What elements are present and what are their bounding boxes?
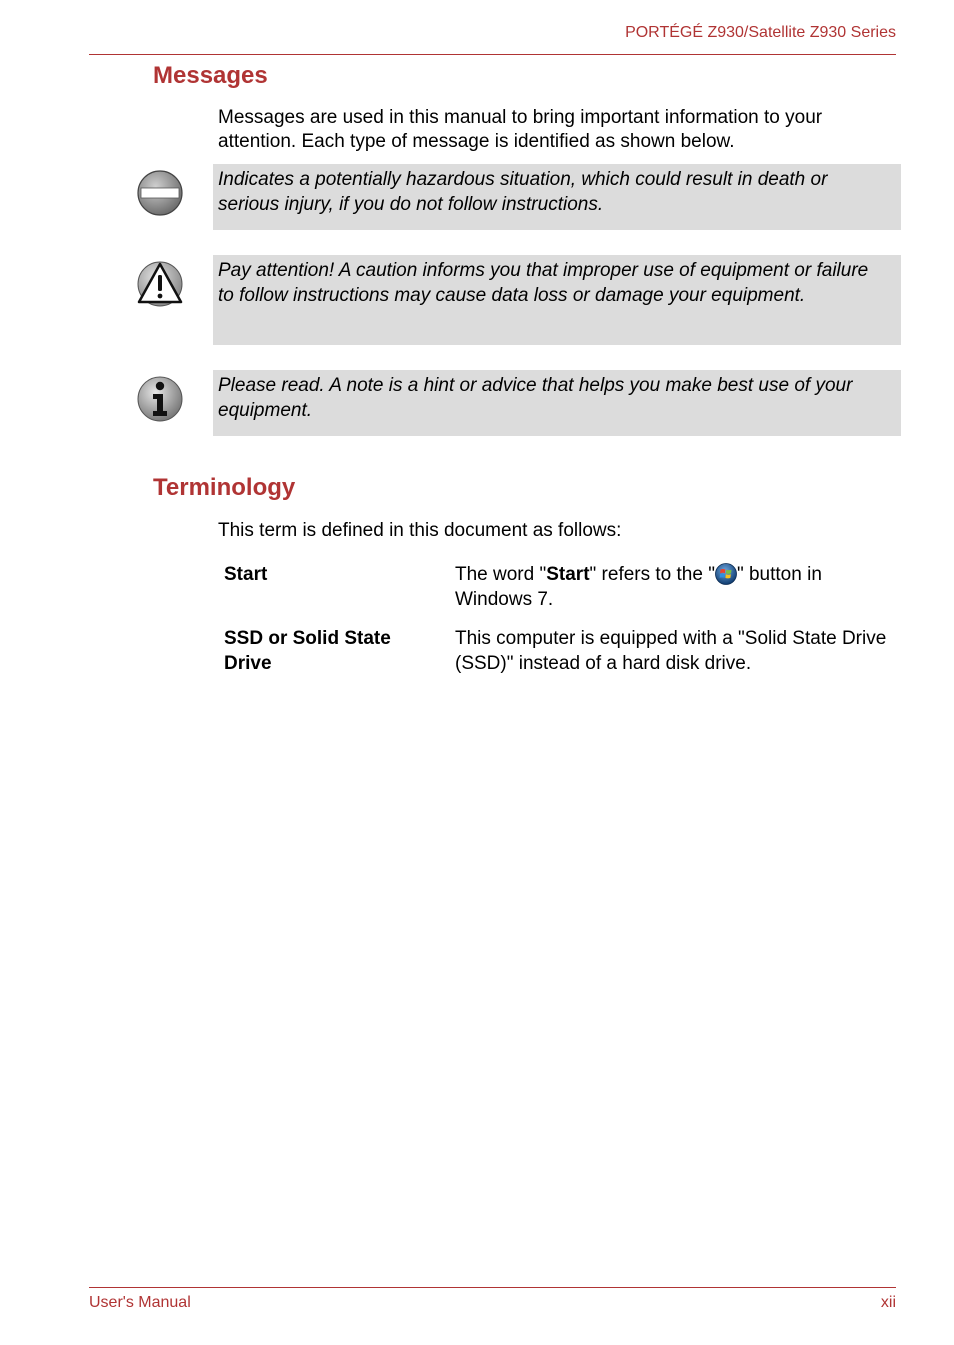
messages-intro: Messages are used in this manual to bring important information to your attention. Each type of message is identified as shown below. <box>218 107 823 152</box>
windows-start-icon <box>715 563 737 585</box>
term-def-part: " button in Windows 7. <box>455 564 822 610</box>
header-title: PORTÉGÉ Z930/Satellite Z930 Series <box>625 24 896 41</box>
term-name: Start <box>224 564 268 585</box>
term-def-part: " refers to the " <box>589 564 715 585</box>
term-definition <box>455 562 895 612</box>
page-number: xii <box>880 1294 896 1311</box>
footer-rule <box>89 1287 896 1288</box>
term-def-part: The word " <box>455 564 547 585</box>
danger-message-box <box>213 164 901 230</box>
term-name: SSD or Solid State Drive <box>224 628 391 674</box>
term-def-bold: Start <box>546 564 590 585</box>
caution-message-text: Pay attention! A caution informs you that improper use of equipment or failure to follow instructions may cause data loss or damage your equipment. <box>218 260 869 306</box>
note-message-box <box>213 370 901 436</box>
caution-message-box <box>213 255 901 345</box>
danger-message-text: Indicates a potentially hazardous situation, which could result in death or serious injury, if you do not follow instructions. <box>218 169 828 215</box>
no-entry-icon <box>136 169 184 217</box>
terminology-intro: This term is defined in this document as follows: <box>218 520 622 541</box>
terminology-heading: Terminology <box>153 474 296 501</box>
header-rule <box>89 54 896 55</box>
footer-manual-title: User's Manual <box>89 1294 191 1311</box>
term-definition: This computer is equipped with a "Solid State Drive (SSD)" instead of a hard disk drive. <box>455 628 887 674</box>
messages-heading: Messages <box>153 62 268 89</box>
info-icon <box>136 375 184 423</box>
warning-triangle-icon <box>136 260 184 308</box>
note-message-text: Please read. A note is a hint or advice that helps you make best use of your equipment. <box>218 375 853 421</box>
